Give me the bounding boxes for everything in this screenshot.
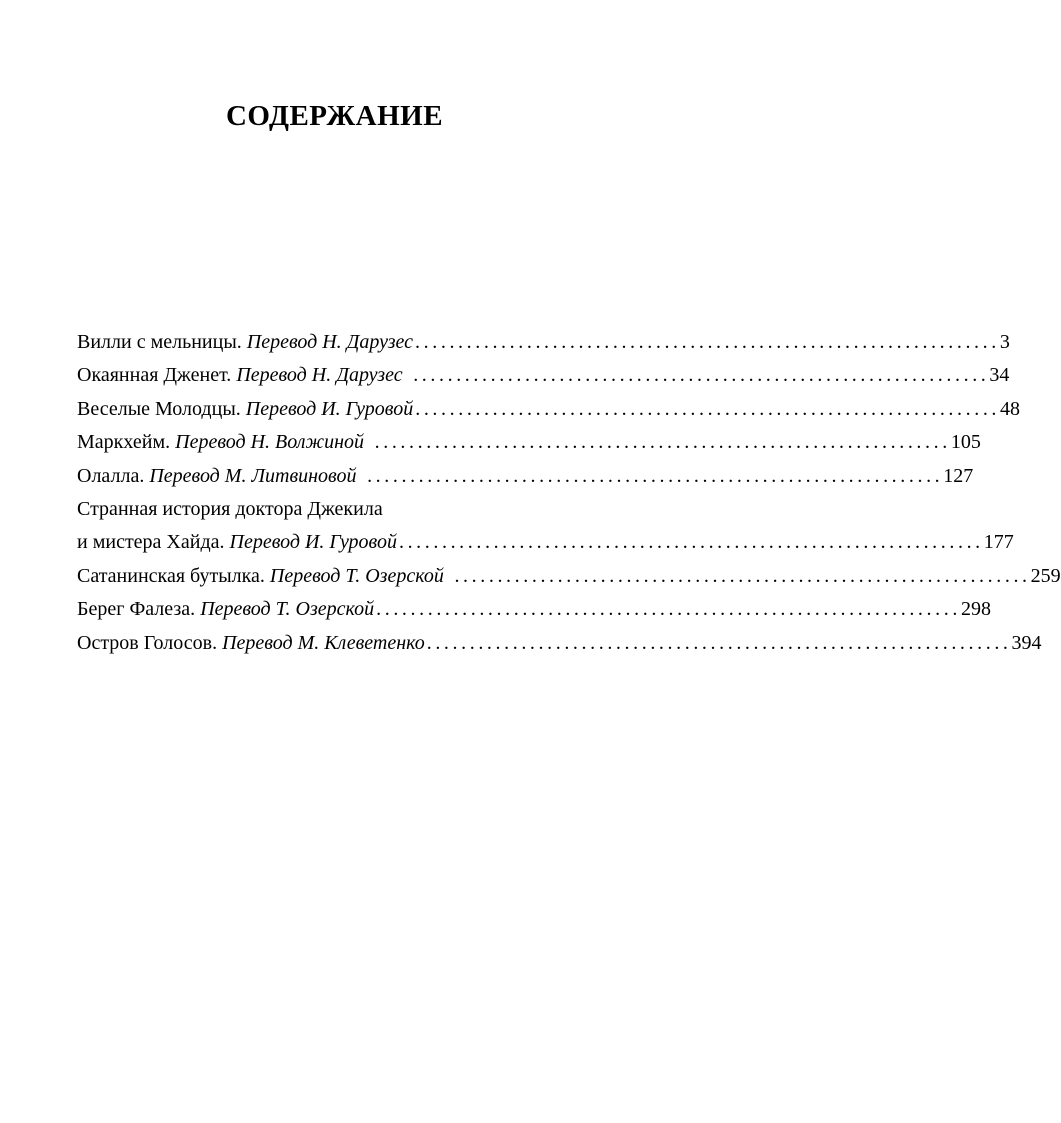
toc-entry-title: Олалла. — [77, 464, 145, 487]
toc-entry-line-2 — [77, 526, 1014, 559]
toc-entry-page: 177 — [983, 531, 1014, 554]
toc-entry-translator: Перевод Т. Озерской — [200, 598, 375, 621]
toc-entry-title-cont: и мистера Хайда. — [77, 531, 225, 554]
dot-leader: .................................................................... — [376, 598, 961, 621]
toc-entry-page: 105 — [950, 431, 981, 454]
toc-entry — [77, 359, 1010, 392]
dot-leader: ................................................................... — [445, 564, 1031, 587]
toc-entry-title: Остров Голосов. — [77, 631, 218, 654]
toc-entry-heading — [77, 560, 444, 593]
toc-entry-page: 127 — [943, 464, 974, 487]
toc-entry-title: Берег Фалеза. — [77, 598, 196, 621]
dot-leader: .................................................................... — [398, 531, 984, 554]
page-title: СОДЕРЖАНИЕ — [225, 100, 444, 132]
toc-entry-translator: Перевод Н. Дарузес — [246, 331, 414, 353]
toc-entry-heading — [77, 326, 413, 359]
toc-entry-translator: Перевод Н. Волжиной — [175, 431, 365, 454]
toc-entry — [77, 393, 1021, 426]
toc-entry-translator: Перевод И. Гуровой — [245, 397, 414, 420]
toc-entry — [77, 426, 981, 459]
dot-leader: .................................................................... — [415, 331, 1000, 353]
toc-entry-page: 34 — [989, 364, 1010, 387]
toc-entry-heading — [77, 526, 397, 559]
toc-entry-heading — [77, 359, 403, 392]
table-of-contents — [77, 326, 1061, 660]
toc-entry-title: Веселые Молодцы. — [77, 397, 241, 420]
toc-entry-title: Странная история доктора Джекила — [77, 497, 383, 520]
toc-entry-title: Сатанинская бутылка. — [77, 564, 265, 587]
toc-entry-title: Вилли с мельницы. — [77, 331, 242, 353]
toc-entry-page: 3 — [999, 331, 1010, 353]
toc-entry-heading — [77, 460, 356, 493]
toc-entry — [77, 593, 991, 626]
toc-entry-translator: Перевод Т. Озерской — [269, 564, 444, 587]
toc-entry-translator: Перевод Н. Дарузес — [236, 364, 403, 387]
toc-entry-title: Маркхейм. — [77, 431, 171, 454]
toc-entry-page: 259 — [1030, 564, 1061, 587]
dot-leader: ................................................................... — [404, 364, 990, 387]
toc-entry-translator: Перевод М. Литвиновой — [149, 464, 357, 487]
dot-leader: ................................................................... — [366, 431, 951, 454]
toc-entry-translator: Перевод М. Клеветенко — [222, 631, 425, 654]
toc-entry-line-1 — [77, 493, 589, 526]
toc-entry-title: Окаянная Дженет. — [77, 364, 232, 387]
toc-entry — [77, 460, 974, 493]
toc-entry-heading — [77, 627, 425, 660]
toc-entry-page: 394 — [1011, 631, 1042, 654]
toc-entry-page: 298 — [960, 598, 991, 621]
dot-leader: .................................................................... — [426, 631, 1012, 654]
toc-entry-page: 48 — [1000, 397, 1021, 420]
toc-entry-translator: Перевод И. Гуровой — [229, 531, 397, 554]
toc-entry — [77, 326, 1010, 359]
dot-leader: ................................................................... — [358, 464, 944, 487]
toc-entry — [77, 560, 1061, 593]
dot-leader: .................................................................... — [415, 397, 1001, 420]
toc-entry — [77, 627, 1042, 660]
toc-entry-heading — [77, 426, 364, 459]
toc-entry-heading — [77, 593, 374, 626]
toc-entry-heading — [77, 393, 413, 426]
